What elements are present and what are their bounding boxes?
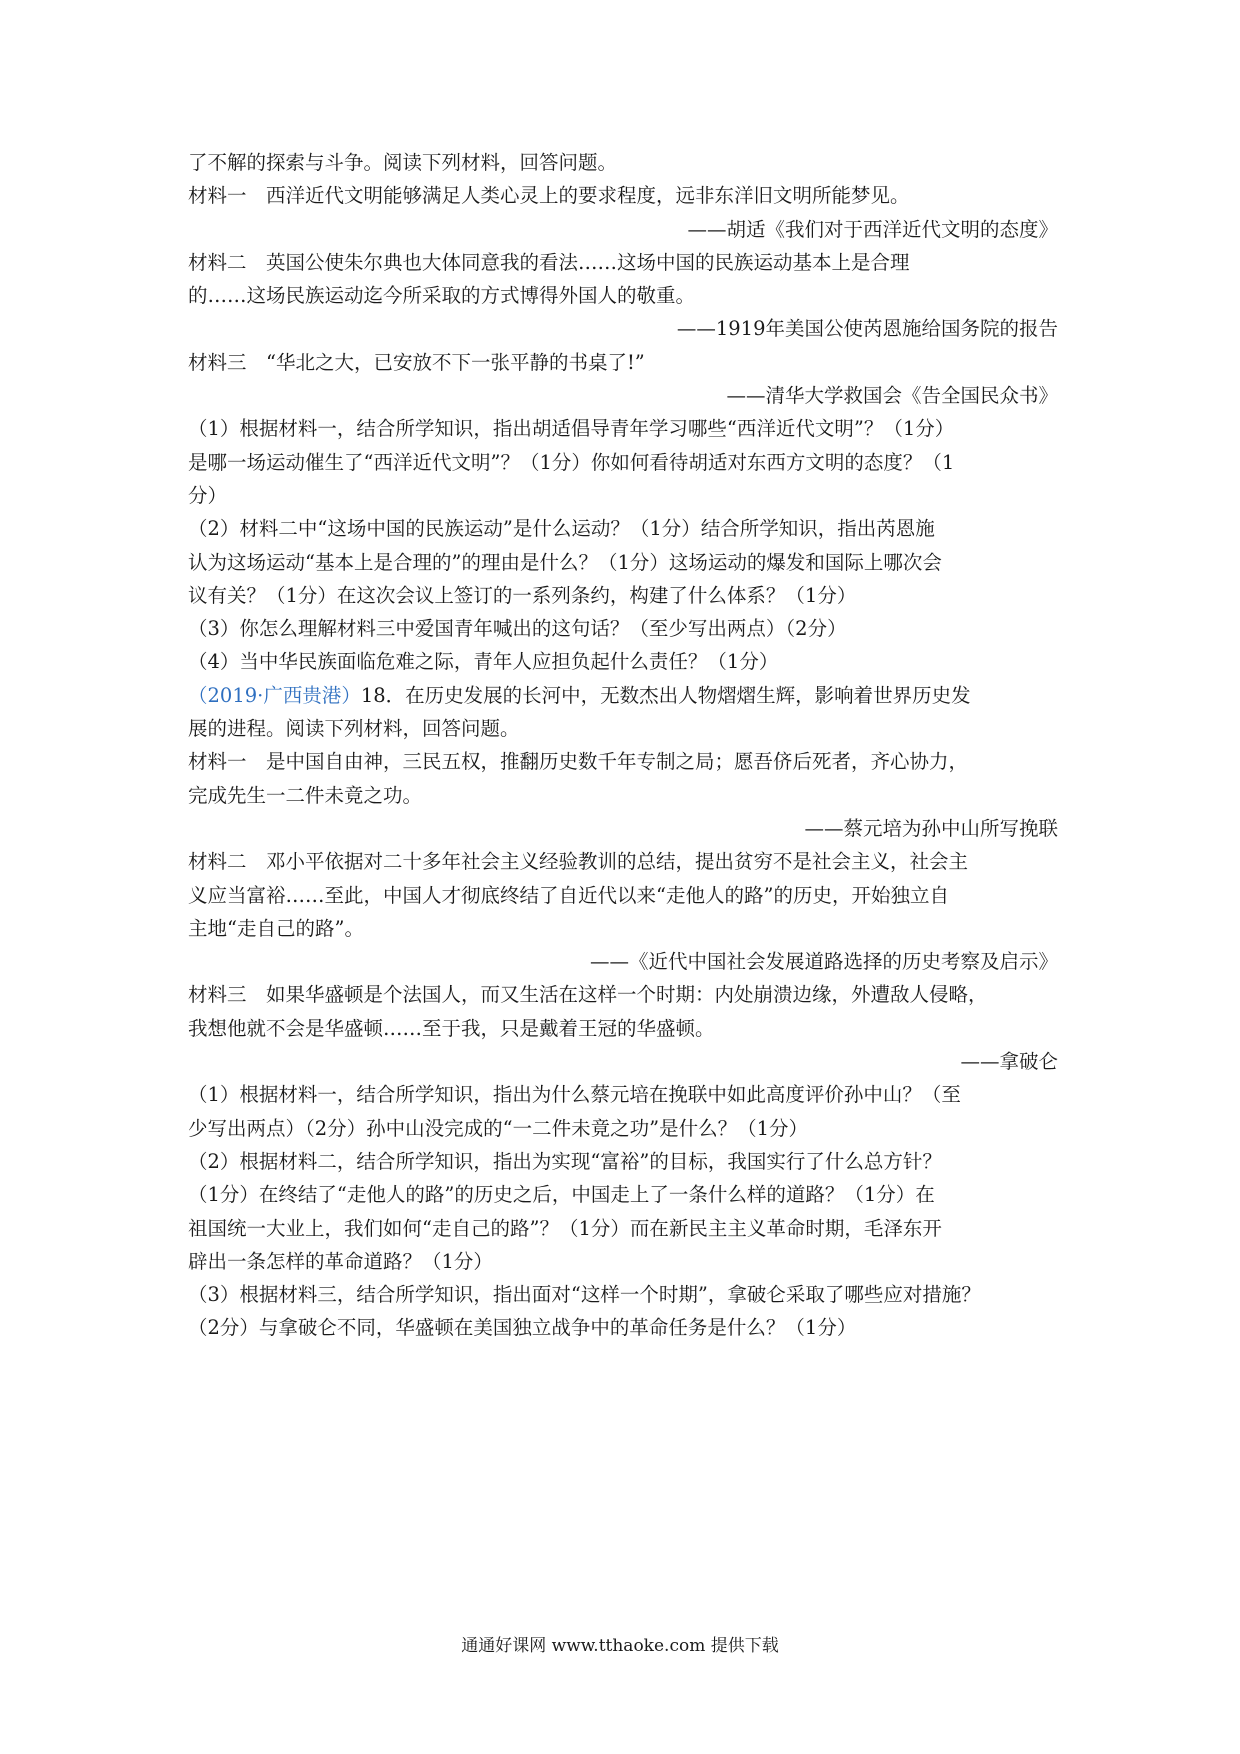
line-text: 材料三 “华北之大，已安放不下一张平静的书桌了!” [188,350,645,374]
source-citation-line [188,812,1058,845]
text-line [188,978,1058,1011]
question-source-tag[interactable]: （2019·广西贵港） [188,683,361,707]
line-text: （3）你怎么理解材料三中爱国青年喊出的这句话？（至少写出两点）（2分） [188,617,847,641]
text-line [188,1112,1058,1145]
page-footer: 通通好课网 www.tthaoke.com 提供下载 [461,1636,779,1656]
line-text: （1）根据材料一，结合所学知识，指出为什么蔡元培在挽联中如此高度评价孙中山？（至 [188,1083,961,1107]
text-line [188,1311,1058,1344]
line-text: 是哪一场运动催生了“西洋近代文明”？（1分）你如何看待胡适对东西方文明的态度？（1 [188,450,955,474]
text-line [188,1178,1058,1211]
source-citation-line [188,213,1058,246]
text-line [188,745,1058,778]
text-line [188,712,1058,745]
line-text: ——《近代中国社会发展道路选择的历史考察及启示》 [589,950,1058,974]
source-citation-line [188,1045,1058,1078]
text-line [188,1245,1058,1278]
line-text: 祖国统一大业上，我们如何“走自己的路”？（1分）而在新民主主义革命时期，毛泽东开 [188,1216,942,1240]
text-line [188,412,1058,445]
line-text: 认为这场运动“基本上是合理的”的理由是什么？（1分）这场运动的爆发和国际上哪次会 [188,550,942,574]
line-text: （2）材料二中“这场中国的民族运动”是什么运动？（1分）结合所学知识，指出芮恩施 [188,517,935,541]
line-text: （3）根据材料三，结合所学知识，指出面对“这样一个时期”，拿破仑采取了哪些应对措施？ [188,1283,981,1307]
line-text: ——拿破仑 [960,1050,1058,1074]
line-text: ——清华大学救国会《告全国民众书》 [726,384,1058,408]
text-line [188,912,1058,945]
source-citation-line [188,312,1058,345]
line-text: 材料一 西洋近代文明能够满足人类心灵上的要求程度，远非东洋旧文明所能梦见。 [188,184,910,208]
text-line [188,512,1058,545]
line-text: 材料二 英国公使朱尔典也大体同意我的看法……这场中国的民族运动基本上是合理 [188,250,910,274]
text-line [188,879,1058,912]
line-text: 主地“走自己的路”。 [188,916,364,940]
line-text: 材料三 如果华盛顿是个法国人，而又生活在这样一个时期：内处崩溃边缘，外遭敌人侵略， [188,983,988,1007]
line-text: ——1919年美国公使芮恩施给国务院的报告 [676,317,1058,341]
text-line [188,179,1058,212]
line-text: 18．在历史发展的长河中，无数杰出人物熠熠生辉，影响着世界历史发 [360,683,971,707]
text-line [188,1278,1058,1311]
text-line [188,845,1058,878]
line-text: 的……这场民族运动迄今所采取的方式博得外国人的敬重。 [188,284,696,308]
line-text: 分） [188,483,228,507]
text-line [188,279,1058,312]
text-line [188,246,1058,279]
line-text: 辟出一条怎样的革命道路？（1分） [188,1249,493,1273]
text-line [188,679,1058,712]
line-text: 我想他就不会是华盛顿……至于我，只是戴着王冠的华盛顿。 [188,1016,715,1040]
source-citation-line [188,379,1058,412]
text-line [188,546,1058,579]
text-line [188,1212,1058,1245]
text-line [188,479,1058,512]
text-line [188,612,1058,645]
text-line [188,1145,1058,1178]
line-text: 材料一 是中国自由神，三民五权，推翻历史数千年专制之局；愿吾侪后死者，齐心协力， [188,750,969,774]
line-text: （1分）在终结了“走他人的路”的历史之后，中国走上了一条什么样的道路？（1分）在 [188,1183,935,1207]
line-text: 展的进程。阅读下列材料，回答问题。 [188,717,520,741]
text-line [188,346,1058,379]
text-line [188,446,1058,479]
line-text: （2）根据材料二，结合所学知识，指出为实现“富裕”的目标，我国实行了什么总方针？ [188,1149,942,1173]
line-text: （4）当中华民族面临危难之际，青年人应担负起什么责任？（1分） [188,650,779,674]
line-text: 材料二 邓小平依据对二十多年社会主义经验教训的总结，提出贫穷不是社会主义，社会主 [188,850,969,874]
text-line [188,645,1058,678]
text-line [188,1078,1058,1111]
text-line [188,146,1058,179]
line-text: 议有关？（1分）在这次会议上签订的一系列条约，构建了什么体系？（1分） [188,583,857,607]
text-line [188,579,1058,612]
line-text: （2分）与拿破仑不同，华盛顿在美国独立战争中的革命任务是什么？（1分） [188,1316,857,1340]
line-text: 了不解的探索与斗争。阅读下列材料，回答问题。 [188,151,618,174]
line-text: ——胡适《我们对于西洋近代文明的态度》 [687,217,1058,241]
source-citation-line [188,945,1058,978]
text-line [188,1012,1058,1045]
line-text: ——蔡元培为孙中山所写挽联 [804,816,1058,840]
line-text: 义应当富裕……至此，中国人才彻底终结了自近代以来“走他人的路”的历史，开始独立自 [188,883,949,907]
text-line [188,779,1058,812]
line-text: （1）根据材料一，结合所学知识，指出胡适倡导青年学习哪些“西洋近代文明”？（1分） [188,417,955,441]
line-text: 完成先生一二件未竟之功。 [188,783,423,807]
document-body [188,146,1058,1345]
line-text: 少写出两点）（2分）孙中山没完成的“一二件未竟之功”是什么？（1分） [188,1116,809,1140]
